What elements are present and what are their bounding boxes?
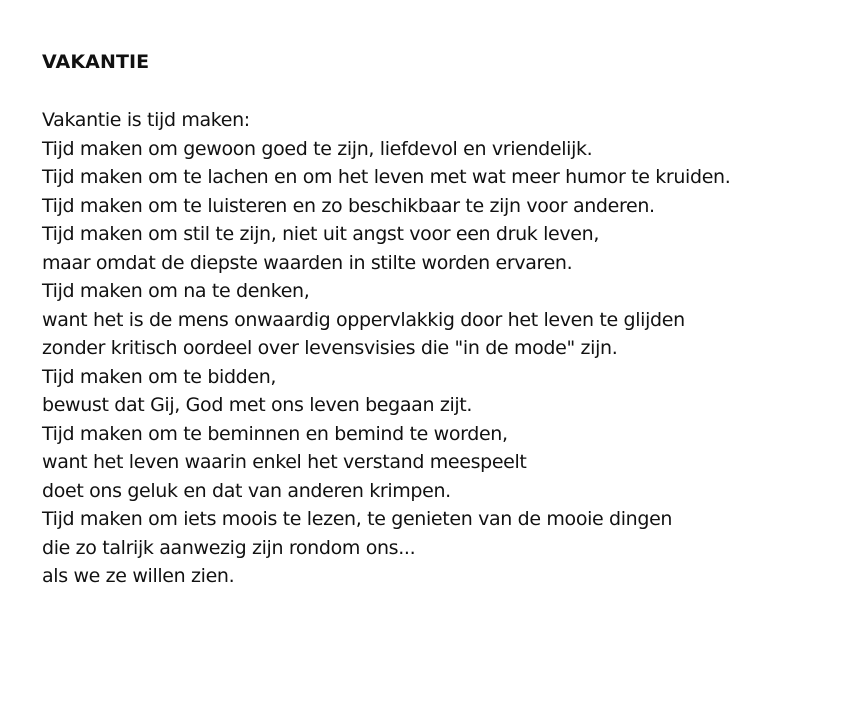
poem-line: Tijd maken om gewoon goed te zijn, liefdevol en vriendelijk. <box>42 137 593 160</box>
poem-line: die zo talrijk aanwezig zijn rondom ons... <box>42 536 416 559</box>
poem-line: Tijd maken om te bidden, <box>42 365 277 388</box>
document-body <box>42 49 842 591</box>
poem-line: Vakantie is tijd maken: <box>42 109 250 131</box>
poem-line: zonder kritisch oordeel over levensvisies die "in de mode" zijn. <box>42 337 618 359</box>
poem-line: want het is de mens onwaardig oppervlakkig door het leven te glijden <box>42 308 685 331</box>
poem-line: Tijd maken om stil te zijn, niet uit angst voor een druk leven, <box>42 223 600 245</box>
poem-line: Tijd maken om na te denken, <box>42 280 310 302</box>
poem-text <box>42 106 842 591</box>
poem-line: maar omdat de diepste waarden in stilte worden ervaren. <box>42 251 573 274</box>
poem-line: bewust dat Gij, God met ons leven begaan zijt. <box>42 394 473 416</box>
poem-line: als we ze willen zien. <box>42 565 235 587</box>
poem-line: Tijd maken om te luisteren en zo beschikbaar te zijn voor anderen. <box>42 194 655 217</box>
document-title: VAKANTIE <box>42 51 150 73</box>
poem-line: Tijd maken om te beminnen en bemind te worden, <box>42 422 508 445</box>
poem-line: want het leven waarin enkel het verstand meespeelt <box>42 451 527 473</box>
poem-line: Tijd maken om iets moois te lezen, te genieten van de mooie dingen <box>42 508 673 530</box>
poem-line: doet ons geluk en dat van anderen krimpen. <box>42 479 451 502</box>
poem-line: Tijd maken om te lachen en om het leven met wat meer humor te kruiden. <box>42 166 731 188</box>
